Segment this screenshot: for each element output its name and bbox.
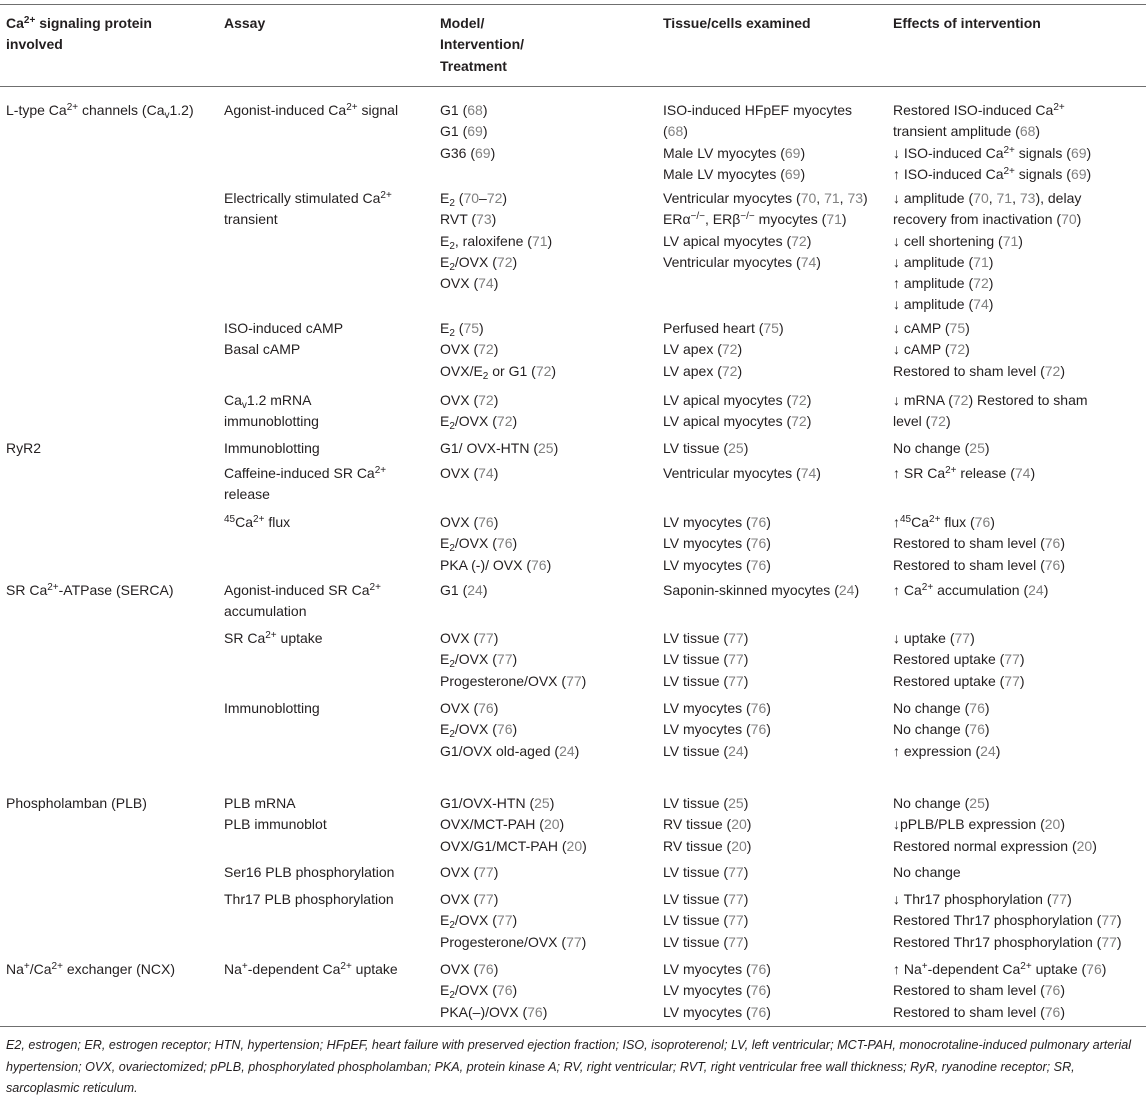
- tissue-line: LV apex (72): [663, 341, 743, 358]
- model-line: Progesterone/OVX (77): [440, 672, 587, 689]
- model-line: $E_2$/OVX (72): [440, 413, 518, 433]
- header-assay: [224, 13, 265, 34]
- assay-line: Caffeine-induced SR $Ca^{2+}$: [224, 465, 387, 481]
- assay-cell: [224, 100, 398, 121]
- effects-cell: [893, 318, 1065, 382]
- model-line: OVX (77): [440, 891, 499, 907]
- protein-cell: [6, 438, 41, 459]
- assay-cell: [224, 889, 394, 910]
- effects-line: No change (25): [893, 440, 990, 456]
- model-line: G1 (68): [440, 102, 488, 118]
- assay-line: $^{45}Ca^{2+}$ flux: [224, 514, 291, 530]
- effects-cell: [893, 959, 1106, 1023]
- header-model-line-1: Model/: [440, 15, 485, 31]
- assay-cell: [224, 959, 398, 980]
- tissue-line: LV tissue (24): [663, 742, 749, 759]
- tissue-line: LV myocytes (76): [663, 982, 771, 999]
- effects-line: Restored ISO-induced $Ca^{2+}$: [893, 102, 1065, 118]
- tissue-line: RV tissue (20): [663, 837, 752, 854]
- tissue-line: LV myocytes (76): [663, 556, 771, 573]
- model-line: $E_2$, raloxifene (71): [440, 232, 553, 252]
- model-cell: [440, 463, 498, 484]
- tissue-cell: [663, 862, 748, 883]
- effects-line: ↓ amplitude (71): [893, 253, 994, 270]
- assay-line: Immunoblotting: [224, 440, 320, 456]
- header-effects: [893, 13, 1041, 34]
- tissue-line: LV tissue (25): [663, 440, 749, 456]
- effects-line: No change (25): [893, 795, 990, 811]
- effects-line: Restored normal expression (20): [893, 837, 1097, 854]
- effects-line: ↑ expression (24): [893, 742, 1001, 759]
- effects-line: ↓ Thr17 phosphorylation (77): [893, 891, 1072, 907]
- effects-line: ↑ ISO-induced $Ca^{2+}$ signals (69): [893, 165, 1092, 182]
- header-protein: [6, 13, 152, 56]
- model-cell: [440, 862, 498, 883]
- model-line: G1/OVX-HTN (25): [440, 795, 555, 811]
- model-line: $E_2$/OVX (77): [440, 912, 518, 932]
- assay-line: $Ca_v1.2$ mRNA: [224, 392, 312, 411]
- assay-line: Immunoblotting: [224, 700, 320, 716]
- assay-cell: [224, 512, 290, 533]
- model-line: RVT (73): [440, 211, 497, 228]
- model-cell: [440, 512, 551, 576]
- tissue-line: Ventricular myocytes (70, 71, 73): [663, 190, 868, 206]
- header-protein-line-2: involved: [6, 36, 63, 53]
- effects-cell: [893, 438, 990, 459]
- tissue-line: RV tissue (20): [663, 816, 752, 833]
- model-cell: [440, 100, 495, 164]
- assay-line: immunoblotting: [224, 413, 319, 430]
- effects-line: ↑ SR $Ca^{2+}$ release (74): [893, 465, 1036, 481]
- tissue-line: LV tissue (77): [663, 912, 749, 929]
- tissue-line: Saponin-skinned myocytes (24): [663, 582, 860, 598]
- model-line: G36 (69): [440, 144, 496, 161]
- effects-line: recovery from inactivation (70): [893, 211, 1082, 228]
- assay-cell: [224, 698, 320, 719]
- tissue-line: Male LV myocytes (69): [663, 144, 806, 161]
- effects-cell: [893, 889, 1122, 953]
- table-footnote: E2, estrogen; ER, estrogen receptor; HTN, hypertension; HFpEF, heart failure with preserved ejection fraction; ISO, isoproterenol; LV, left ventricular; MCT-PAH, monocrotaline-induced pulmonary arterial hypertension; OVX, ovariectomized; pPLB, phosphorylated phospholamban; PKA, protein kinase A; RV, right ventricular; RVT, right ventricular free wall thickness; RyR, ryanodine receptor; SR, sarcoplasmic reticulum.: [6, 1038, 1132, 1095]
- model-line: PKA (-)/ OVX (76): [440, 556, 552, 573]
- tissue-line: LV myocytes (76): [663, 700, 771, 716]
- model-line: OVX/G1/MCT-PAH (20): [440, 837, 587, 854]
- model-cell: [440, 188, 552, 294]
- assay-line: Na+-dependent $Ca^{2+}$ uptake: [224, 961, 398, 977]
- effects-line: Restored Thr17 phosphorylation (77): [893, 912, 1122, 929]
- assay-cell: [224, 793, 327, 836]
- table-top-rule: [0, 4, 1146, 5]
- model-line: OVX (72): [440, 392, 499, 408]
- assay-line: release: [224, 486, 270, 503]
- tissue-line: LV myocytes (76): [663, 514, 771, 530]
- model-line: OVX/$E_2$ or G1 (72): [440, 362, 557, 382]
- tissue-cell: [663, 100, 852, 185]
- effects-line: Restored Thr17 phosphorylation (77): [893, 933, 1122, 950]
- effects-cell: [893, 463, 1035, 484]
- protein-line: RyR2: [6, 440, 42, 456]
- protein-line: $Na^+/Ca^{2+}$ exchanger (NCX): [6, 961, 175, 977]
- tissue-line: LV apical myocytes (72): [663, 232, 812, 249]
- model-cell: [440, 628, 586, 692]
- assay-cell: [224, 188, 392, 231]
- model-line: PKA(–)/OVX (76): [440, 1003, 548, 1020]
- model-line: Progesterone/OVX (77): [440, 933, 587, 950]
- model-line: OVX (74): [440, 465, 499, 481]
- effects-line: transient amplitude (68): [893, 123, 1041, 140]
- effects-line: ↓ cell shortening (71): [893, 232, 1023, 249]
- effects-line: ↓ cAMP (72): [893, 341, 970, 358]
- tissue-cell: [663, 188, 868, 273]
- tissue-line: (68): [663, 123, 688, 140]
- effects-cell: [893, 698, 1000, 762]
- model-line: OVX (76): [440, 514, 499, 530]
- tissue-line: LV tissue (77): [663, 933, 749, 950]
- tissue-cell: [663, 438, 748, 459]
- tissue-line: Ventricular myocytes (74): [663, 253, 821, 270]
- assay-cell: [224, 862, 394, 883]
- assay-cell: [224, 628, 323, 649]
- tissue-line: ERα−/−, ERβ−/− myocytes (71): [663, 211, 847, 228]
- assay-line: Thr17 PLB phosphorylation: [224, 891, 394, 907]
- tissue-line: ISO-induced HFpEF myocytes: [663, 102, 853, 118]
- assay-line: PLB immunoblot: [224, 816, 327, 833]
- model-line: OVX (72): [440, 341, 499, 358]
- tissue-line: Male LV myocytes (69): [663, 165, 806, 182]
- tissue-line: LV tissue (77): [663, 672, 749, 689]
- effects-line: ↑ $Ca^{2+}$ accumulation (24): [893, 582, 1049, 598]
- model-line: $E_2$/OVX (76): [440, 982, 518, 1002]
- model-line: $E_2$/OVX (77): [440, 651, 518, 671]
- effects-cell: [893, 628, 1025, 692]
- model-cell: [440, 698, 579, 762]
- header-protein-line-1: $Ca^{2+}$ signaling protein: [6, 15, 152, 31]
- effects-line: ↑ Na+-dependent $Ca^{2+}$ uptake (76): [893, 961, 1107, 977]
- effects-line: Restored uptake (77): [893, 651, 1025, 668]
- model-cell: [440, 889, 586, 953]
- effects-line: ↓ ISO-induced $Ca^{2+}$ signals (69): [893, 144, 1092, 161]
- effects-line: Restored to sham level (76): [893, 1003, 1065, 1020]
- model-line: $E_2$ (70–72): [440, 190, 508, 209]
- model-cell: [440, 438, 558, 459]
- effects-cell: [893, 512, 1065, 576]
- effects-line: No change: [893, 864, 961, 880]
- tissue-line: LV myocytes (76): [663, 721, 771, 738]
- effects-cell: [893, 100, 1091, 185]
- header-model-line-3: Treatment: [440, 57, 507, 74]
- header-bottom-rule: [0, 86, 1146, 87]
- model-line: OVX (76): [440, 961, 499, 977]
- tissue-line: LV tissue (77): [663, 891, 749, 907]
- effects-line: ↓ cAMP (75): [893, 320, 970, 336]
- model-line: OVX (77): [440, 864, 499, 880]
- tissue-cell: [663, 793, 751, 857]
- table-bottom-rule: [0, 1026, 1146, 1027]
- protein-cell: [6, 100, 194, 121]
- assay-line: Agonist-induced SR $Ca^{2+}$: [224, 582, 381, 598]
- model-line: $E_2$/OVX (72): [440, 253, 518, 273]
- model-line: $E_2$/OVX (76): [440, 535, 518, 555]
- effects-line: ↓ mRNA (72) Restored to sham: [893, 392, 1088, 408]
- assay-cell: [224, 318, 343, 361]
- effects-line: No change (76): [893, 721, 990, 738]
- model-cell: [440, 318, 556, 382]
- tissue-line: LV apical myocytes (72): [663, 392, 812, 408]
- model-line: G1/OVX old-aged (24): [440, 742, 580, 759]
- effects-cell: [893, 580, 1048, 601]
- tissue-line: LV myocytes (76): [663, 961, 771, 977]
- assay-line: ISO-induced cAMP: [224, 320, 344, 336]
- assay-cell: [224, 390, 319, 433]
- tissue-line: Ventricular myocytes (74): [663, 465, 821, 481]
- tissue-cell: [663, 318, 784, 382]
- tissue-line: LV tissue (25): [663, 795, 749, 811]
- model-line: $E_2$ (75): [440, 320, 484, 339]
- tissue-line: LV myocytes (76): [663, 535, 771, 552]
- header-effects-line-1: Effects of intervention: [893, 15, 1041, 31]
- assay-line: SR $Ca^{2+}$ uptake: [224, 630, 323, 646]
- effects-line: Restored to sham level (76): [893, 982, 1065, 999]
- tissue-line: LV apical myocytes (72): [663, 413, 812, 430]
- model-line: G1 (69): [440, 123, 488, 140]
- model-cell: [440, 580, 487, 601]
- model-line: G1/ OVX-HTN (25): [440, 440, 559, 456]
- model-line: OVX (77): [440, 630, 499, 646]
- tissue-cell: [663, 959, 771, 1023]
- effects-line: ↓pPLB/PLB expression (20): [893, 816, 1065, 833]
- effects-line: Restored to sham level (72): [893, 362, 1065, 379]
- protein-cell: [6, 959, 175, 980]
- effects-line: Restored to sham level (76): [893, 535, 1065, 552]
- tissue-line: LV tissue (77): [663, 864, 749, 880]
- tissue-line: Perfused heart (75): [663, 320, 784, 336]
- effects-line: $↑^{45}Ca^{2+}$ flux (76): [893, 514, 995, 530]
- model-cell: [440, 959, 547, 1023]
- tissue-cell: [663, 628, 748, 692]
- header-tissue-line-1: Tissue/cells examined: [663, 15, 811, 31]
- tissue-cell: [663, 889, 748, 953]
- assay-line: accumulation: [224, 603, 307, 620]
- protein-cell: [6, 793, 147, 814]
- protein-line: L-type $Ca^{2+}$ channels $(Ca_v1.2)$: [6, 102, 194, 121]
- tissue-cell: [663, 580, 859, 601]
- effects-cell: [893, 793, 1097, 857]
- header-tissue: [663, 13, 811, 34]
- effects-line: ↓ amplitude (70, 71, 73), delay: [893, 190, 1082, 206]
- tissue-line: LV apex (72): [663, 362, 743, 379]
- assay-line: Agonist-induced $Ca^{2+}$ signal: [224, 102, 399, 118]
- model-line: OVX/MCT-PAH (20): [440, 816, 565, 833]
- protein-cell: [6, 580, 174, 601]
- model-line: $E_2$/OVX (76): [440, 721, 518, 741]
- effects-line: ↑ amplitude (72): [893, 275, 994, 292]
- assay-cell: [224, 580, 381, 623]
- model-line: G1 (24): [440, 582, 488, 598]
- model-cell: [440, 390, 517, 433]
- assay-line: Basal cAMP: [224, 341, 301, 358]
- tissue-cell: [663, 463, 821, 484]
- model-line: OVX (76): [440, 700, 499, 716]
- model-line: OVX (74): [440, 275, 499, 292]
- effects-line: level (72): [893, 413, 951, 430]
- header-model-line-2: Intervention/: [440, 36, 525, 53]
- tissue-line: LV myocytes (76): [663, 1003, 771, 1020]
- effects-line: No change (76): [893, 700, 990, 716]
- assay-line: Ser16 PLB phosphorylation: [224, 864, 395, 880]
- effects-line: Restored to sham level (76): [893, 556, 1065, 573]
- effects-cell: [893, 390, 1088, 433]
- assay-cell: [224, 463, 386, 506]
- effects-line: ↓ uptake (77): [893, 630, 975, 646]
- header-model: [440, 13, 524, 77]
- tissue-cell: [663, 390, 811, 433]
- tissue-line: LV tissue (77): [663, 630, 749, 646]
- effects-line: Restored uptake (77): [893, 672, 1025, 689]
- model-cell: [440, 793, 587, 857]
- assay-line: transient: [224, 211, 278, 228]
- assay-line: Electrically stimulated $Ca^{2+}$: [224, 190, 392, 206]
- header-assay-line-1: Assay: [224, 15, 266, 31]
- assay-line: PLB mRNA: [224, 795, 296, 811]
- effects-cell: [893, 862, 961, 883]
- protein-line: SR $Ca^{2+}$-ATPase (SERCA): [6, 582, 174, 598]
- assay-cell: [224, 438, 320, 459]
- effects-line: ↓ amplitude (74): [893, 296, 994, 313]
- effects-cell: [893, 188, 1081, 316]
- tissue-line: LV tissue (77): [663, 651, 749, 668]
- protein-line: Phospholamban (PLB): [6, 795, 147, 811]
- tissue-cell: [663, 512, 771, 576]
- tissue-cell: [663, 698, 771, 762]
